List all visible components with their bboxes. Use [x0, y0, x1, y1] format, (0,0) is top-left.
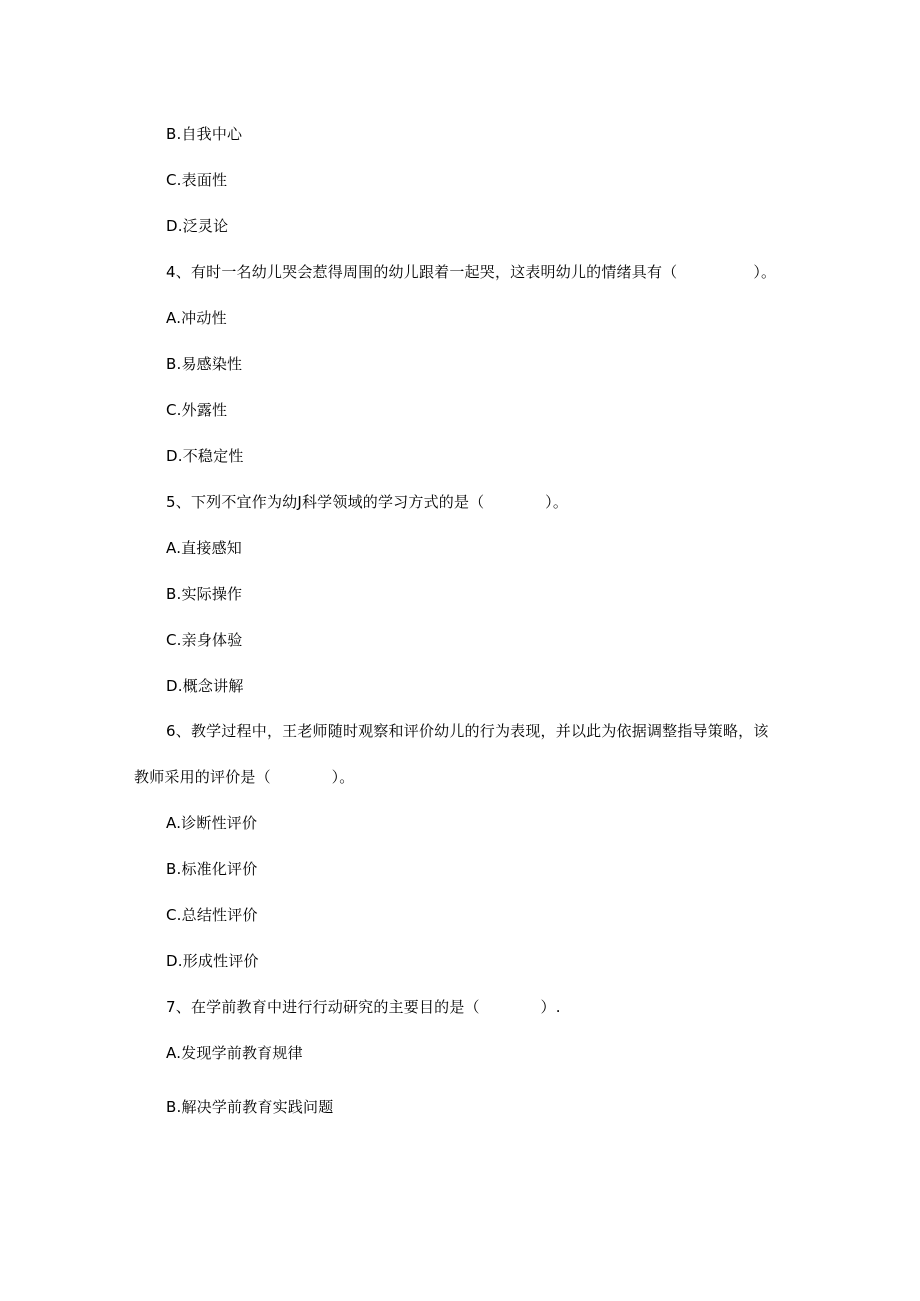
question-6-continued: 教师采用的评价是（ ）。	[134, 768, 355, 786]
option-b-q5: B.实际操作	[166, 585, 243, 603]
question-4: 4、有时一名幼儿哭会惹得周围的幼儿跟着一起哭，这表明幼儿的情绪具有（ ）。	[166, 263, 777, 281]
option-d-q5: D.概念讲解	[166, 677, 244, 695]
option-b-q4: B.易感染性	[166, 355, 243, 373]
option-c-q5: C.亲身体验	[166, 631, 243, 649]
question-5: 5、下列不宜作为幼J科学领域的学习方式的是（ ）。	[166, 493, 569, 511]
option-c-q3: C.表面性	[166, 171, 228, 189]
option-a-q5: A.直接感知	[166, 539, 242, 557]
option-b-q6: B.标准化评价	[166, 860, 258, 878]
option-d-q3: D.泛灵论	[166, 217, 229, 235]
option-d-q4: D.不稳定性	[166, 447, 244, 465]
option-a-q6: A.诊断性评价	[166, 814, 258, 832]
option-a-q4: A.冲动性	[166, 309, 227, 327]
option-c-q6: C.总结性评价	[166, 906, 258, 924]
question-7: 7、在学前教育中进行行动研究的主要目的是（ ）.	[166, 998, 561, 1016]
option-d-q6: D.形成性评价	[166, 952, 259, 970]
option-c-q4: C.外露性	[166, 401, 228, 419]
question-6: 6、教学过程中，王老师随时观察和评价幼儿的行为表现，并以此为依据调整指导策略，该	[166, 722, 769, 740]
option-b-q3: B.自我中心	[166, 125, 243, 143]
option-a-q7: A.发现学前教育规律	[166, 1044, 303, 1062]
option-b-q7: B.解决学前教育实践问题	[166, 1098, 334, 1116]
